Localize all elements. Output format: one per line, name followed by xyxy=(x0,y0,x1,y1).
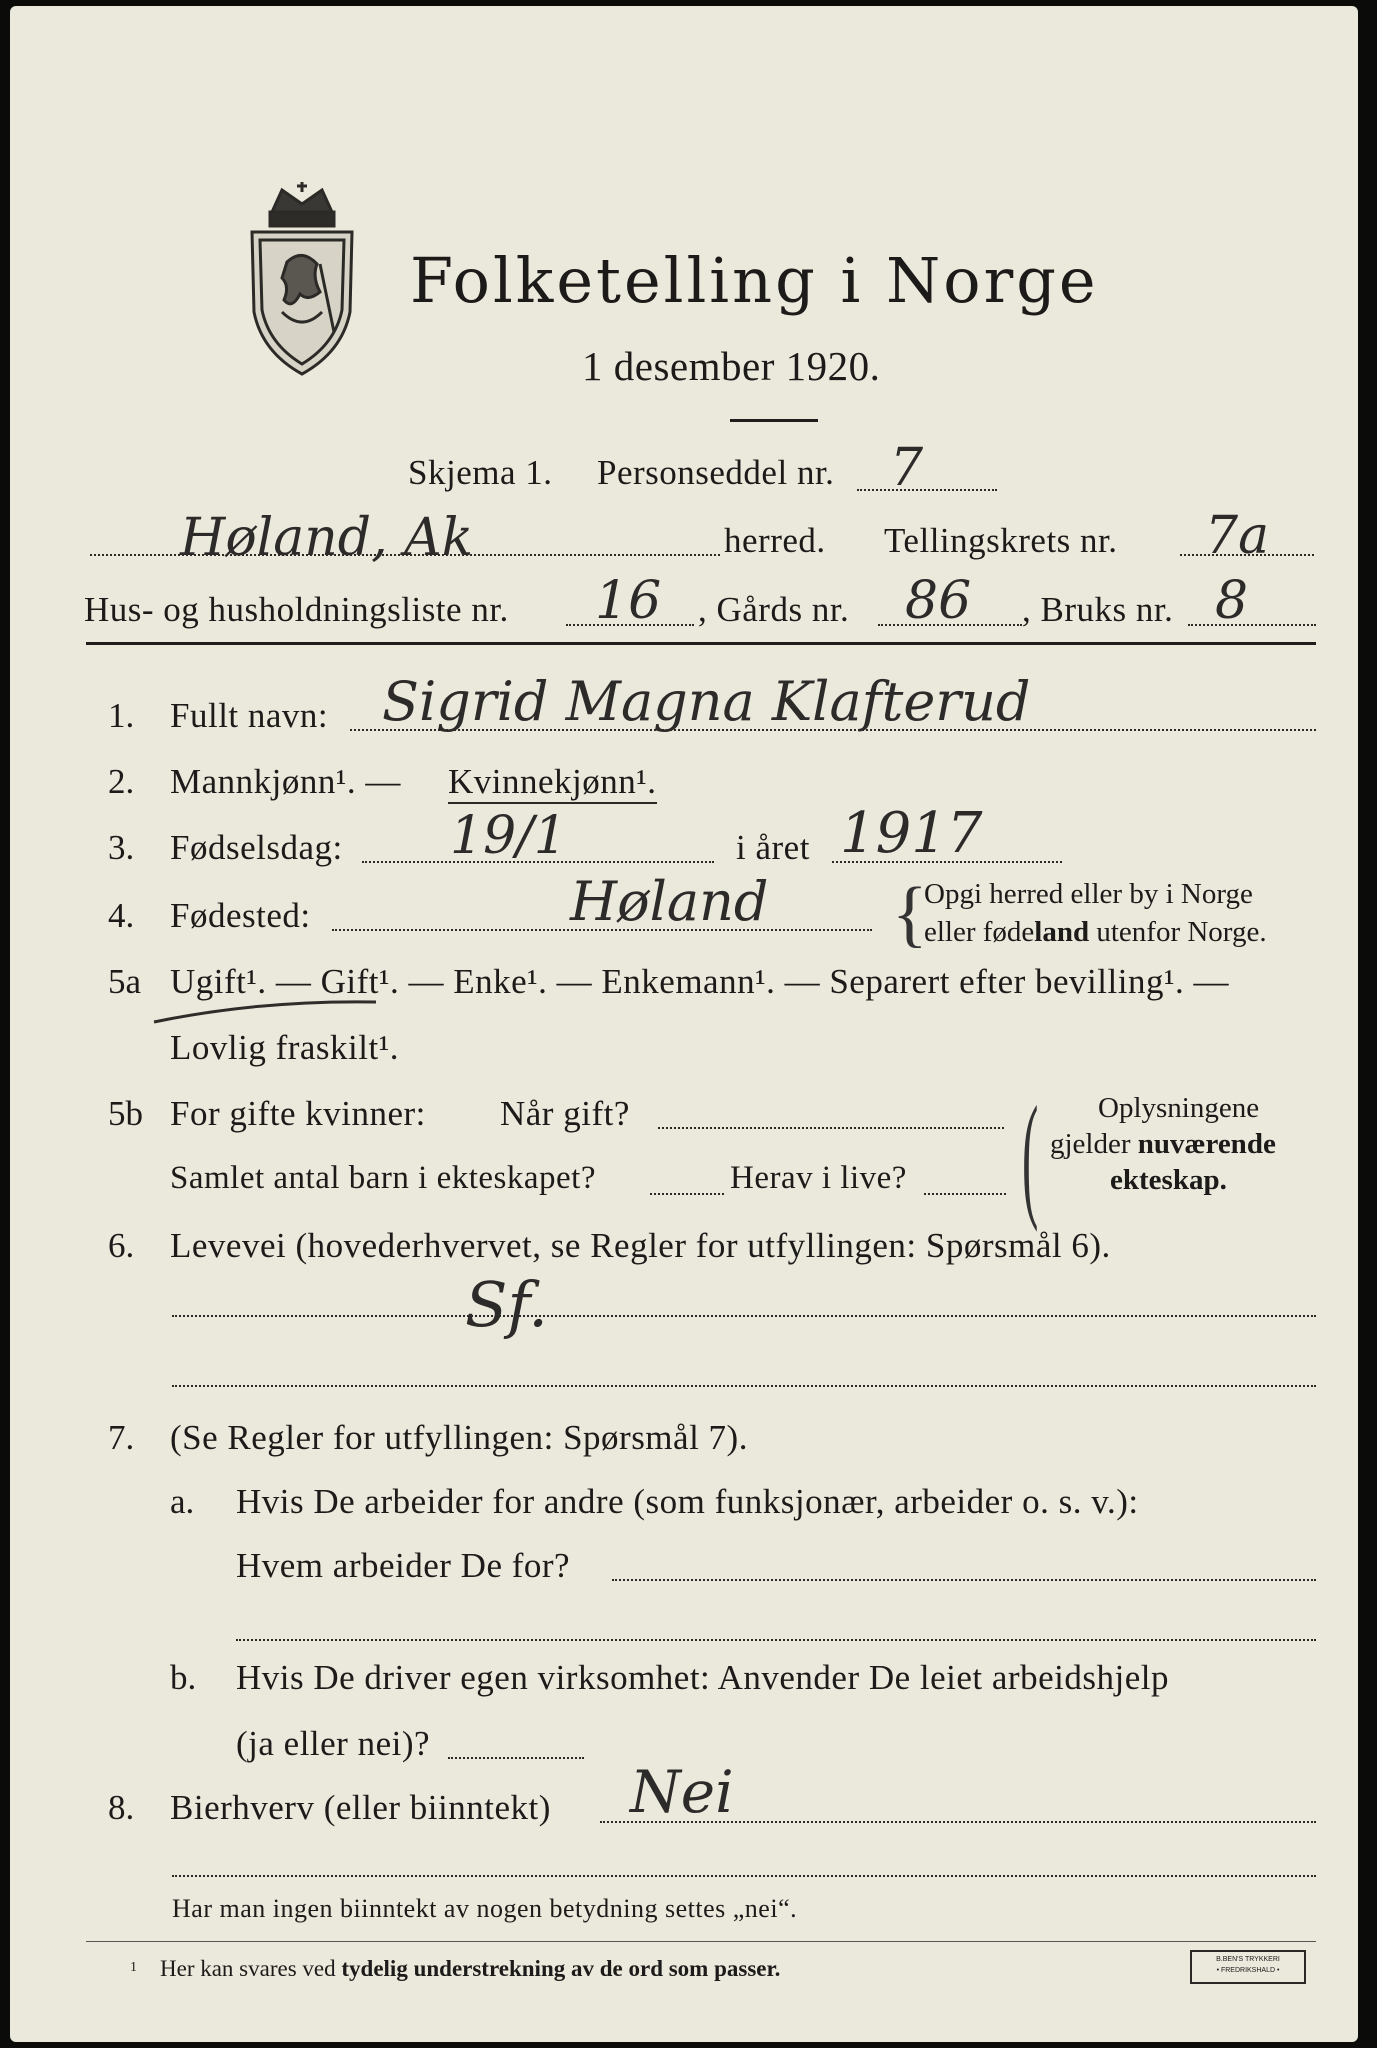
form-title: Folketelling i Norge xyxy=(410,244,1099,317)
q1-label: Fullt navn: xyxy=(170,696,329,735)
bruks-value: 8 xyxy=(1215,571,1249,631)
q6-dots-2 xyxy=(172,1385,1316,1387)
footer-rule xyxy=(86,1941,1316,1942)
q6-dots-1 xyxy=(172,1315,1316,1317)
q5a-options: Ugift¹. — Gift¹. — Enke¹. — Enkemann¹. — Separert efter bevilling¹. — xyxy=(170,962,1229,1001)
bruks-label: , Bruks nr. xyxy=(1022,590,1174,629)
q5b-when-dots xyxy=(658,1127,1004,1129)
q7a-dots-2 xyxy=(236,1639,1316,1641)
q5b-note-line2: gjelder nuværende xyxy=(1050,1128,1276,1160)
q2-label-female: Kvinnekjønn¹. xyxy=(448,762,657,804)
q6-number: 6. xyxy=(108,1226,135,1265)
q3-label: Fødselsdag: xyxy=(170,828,343,867)
q1-number: 1. xyxy=(108,696,135,735)
header-rule xyxy=(86,642,1316,645)
q4-note-line1: Opgi herred eller by i Norge xyxy=(924,878,1253,910)
q8-dots-2 xyxy=(172,1875,1316,1877)
q7-number: 7. xyxy=(108,1418,135,1457)
q7b-label-2: (ja eller nei)? xyxy=(236,1724,431,1763)
gards-label: , Gårds nr. xyxy=(698,590,850,629)
q8-number: 8. xyxy=(108,1788,135,1827)
q6-occupation: Sf. xyxy=(465,1268,548,1341)
census-date: 1 desember 1920. xyxy=(582,343,881,389)
q5b-label-children: Samlet antal barn i ekteskapet? xyxy=(170,1160,597,1196)
gards-value: 86 xyxy=(905,571,972,631)
q7b-number: b. xyxy=(170,1658,197,1697)
q3-birth-day: 19/1 xyxy=(450,806,567,866)
q6-label: Levevei (hovederhvervet, se Regler for utfyllingen: Spørsmål 6). xyxy=(170,1226,1111,1265)
q5b-note-line1: Oplysningene xyxy=(1098,1092,1260,1124)
husliste-value: 16 xyxy=(595,571,662,631)
q5b-note-line3: ekteskap. xyxy=(1110,1164,1227,1196)
footnote-text: Her kan svares ved tydelig understrekning av de ord som passer. xyxy=(160,1956,781,1981)
q7b-dots xyxy=(448,1757,584,1759)
herred-label: herred. xyxy=(724,521,826,560)
tellingskrets-value: 7a xyxy=(1205,506,1270,566)
q5b-note-brace: ( xyxy=(1022,1078,1039,1233)
q5a-number: 5a xyxy=(108,962,142,1001)
q8-label: Bierhverv (eller biinntekt) xyxy=(170,1788,551,1827)
personseddel-value: 7 xyxy=(890,438,924,498)
census-form-sheet xyxy=(10,6,1358,2042)
q5b-label-alive: Herav i live? xyxy=(730,1160,907,1196)
q7a-label: Hvis De arbeider for andre (som funksjonær, arbeider o. s. v.): xyxy=(236,1482,1139,1521)
q2-number: 2. xyxy=(108,762,135,801)
q7a-dots-1 xyxy=(612,1579,1316,1581)
footer-note: Har man ingen biinntekt av nogen betydning settes „nei“. xyxy=(172,1894,798,1923)
q5b-alive-dots xyxy=(924,1193,1006,1195)
q5b-label-when: Når gift? xyxy=(500,1094,630,1133)
q7b-label: Hvis De driver egen virksomhet: Anvender De leiet arbeidshjelp xyxy=(236,1658,1169,1697)
q8-secondary-income: Nei xyxy=(630,1758,734,1826)
q5b-label-married: For gifte kvinner: xyxy=(170,1094,426,1133)
q4-birthplace: Høland xyxy=(570,870,769,933)
q7a-number: a. xyxy=(170,1482,195,1521)
q7a-label-2: Hvem arbeider De for? xyxy=(236,1546,571,1585)
herred-value: Høland, Ak xyxy=(180,508,474,568)
bruks-dots xyxy=(1188,624,1316,626)
personseddel-label: Personseddel nr. xyxy=(597,453,835,492)
coat-of-arms-icon xyxy=(242,182,362,382)
q7-label: (Se Regler for utfyllingen: Spørsmål 7). xyxy=(170,1418,748,1457)
personseddel-dots xyxy=(857,489,997,491)
q1-full-name: Sigrid Magna Klafterud xyxy=(382,670,1031,733)
title-divider xyxy=(730,419,818,422)
q3-year-label: i året xyxy=(736,828,810,867)
q3-birth-year: 1917 xyxy=(840,801,983,866)
q2-label-male: Mannkjønn¹. — xyxy=(170,762,401,801)
q5b-number: 5b xyxy=(108,1094,143,1133)
footnote-mark: 1 xyxy=(130,1960,137,1975)
q5a-underline-mark xyxy=(150,996,380,1026)
printer-stamp: B.BEN'S TRYKKERI • FREDRIKSHALD • xyxy=(1190,1950,1306,1984)
tellingskrets-label: Tellingskrets nr. xyxy=(884,521,1118,560)
q5a-options-2: Lovlig fraskilt¹. xyxy=(170,1028,399,1067)
q3-number: 3. xyxy=(108,828,135,867)
husliste-label: Hus- og husholdningsliste nr. xyxy=(84,590,509,629)
q4-note-brace: { xyxy=(892,873,928,955)
q5b-children-dots xyxy=(650,1193,724,1195)
q4-label: Fødested: xyxy=(170,896,311,935)
q4-note-line2: eller fødeland utenfor Norge. xyxy=(924,916,1267,948)
skjema-label: Skjema 1. xyxy=(408,453,553,492)
q4-number: 4. xyxy=(108,896,135,935)
